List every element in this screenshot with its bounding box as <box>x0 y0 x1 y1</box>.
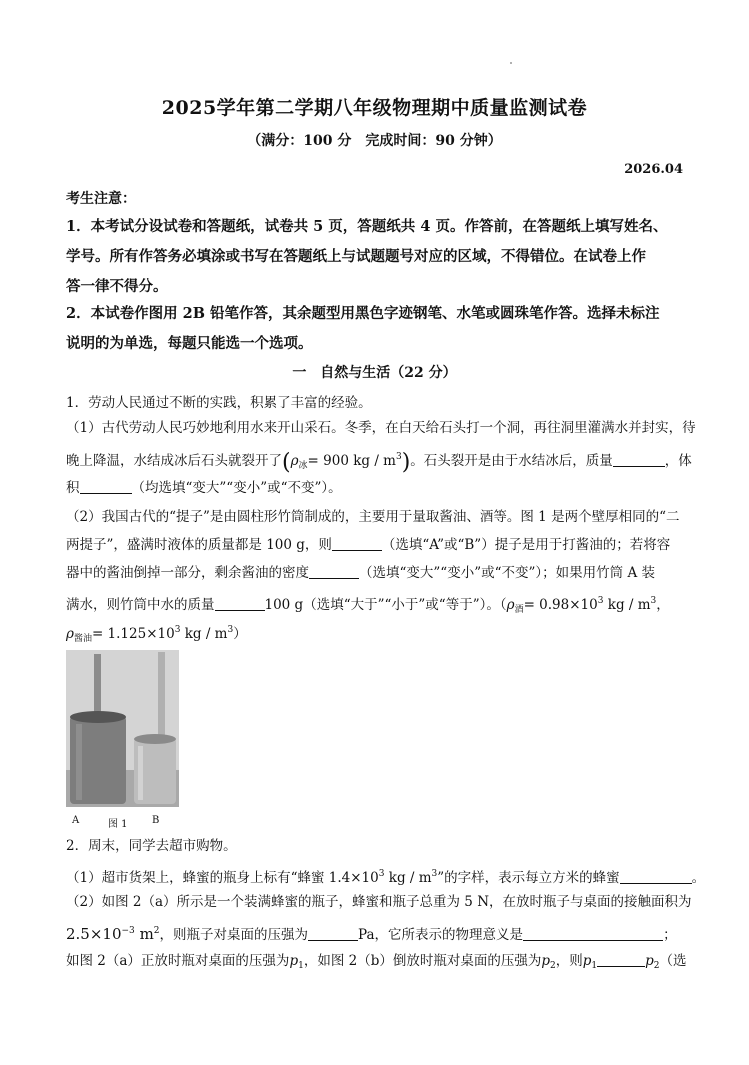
text: ，则 <box>555 953 583 969</box>
speck <box>510 62 512 64</box>
exponent: −3 <box>121 926 135 936</box>
figure-1-photo <box>66 650 179 807</box>
notice-line: 1．本考试分设试卷和答题纸，试卷共 5 页，答题纸共 4 页。作答前，在答题纸上填写姓名、 <box>66 218 668 235</box>
text: 积 <box>66 480 80 496</box>
rho-wine-value: = 0.98×10 <box>523 597 598 613</box>
exponent: 3 <box>597 596 604 606</box>
rho-symbol: ρ <box>506 597 515 613</box>
q1-part1-line2 <box>66 447 692 476</box>
text: 器中的酱油倒掉一部分，剩余酱油的密度 <box>66 565 309 581</box>
text: ，如图 2（b）倒放时瓶对桌面的压强为 <box>303 953 542 969</box>
q1-part1-line1: （1）古代劳动人民巧妙地利用水来开山采石。冬季，在白天给石头打一个洞，再往洞里灌满水并封实，待 <box>66 420 696 436</box>
rho-soy-subscript: 酱油 <box>73 634 92 644</box>
text: 如图 2（a）正放时瓶对桌面的压强为 <box>66 953 290 969</box>
exponent: 3 <box>378 869 385 879</box>
exponent: 2 <box>153 926 160 936</box>
q2-stem: 2．周末，同学去超市购物。 <box>66 838 237 854</box>
subscript: 2 <box>653 961 660 971</box>
subscript: 1 <box>298 961 304 971</box>
subscript: 2 <box>550 961 556 971</box>
text: （选填“A”或“B”）提子是用于打酱油的；若将容 <box>381 537 671 553</box>
text: ，体 <box>664 453 692 469</box>
exponent: 3 <box>174 625 181 635</box>
q1-part1-line3 <box>66 478 686 498</box>
answer-blank[interactable] <box>80 479 132 494</box>
fig-label-a: A <box>72 815 80 826</box>
notice-item-2 <box>66 299 686 359</box>
exam-info: （满分：100 分 完成时间：90 分钟） <box>247 133 502 149</box>
rho-soy-value: = 1.125×10 <box>91 626 175 642</box>
exponent: 3 <box>650 596 657 606</box>
rho-symbol: ρ <box>66 626 74 642</box>
answer-blank[interactable] <box>309 564 359 579</box>
text: 晚上降温，水结成冰后石头就裂开了 <box>66 453 282 469</box>
p-symbol: p <box>645 953 654 969</box>
q2-part2-line1: （2）如图 2（a）所示是一个装满蜂蜜的瓶子，蜂蜜和瓶子总重为 5 N，在放时瓶子与桌面的接触面积为 <box>66 894 692 910</box>
text: （1）超市货架上，蜂蜜的瓶身上标有“蜂蜜 1.4×10 <box>66 870 379 886</box>
text: （选 <box>659 953 687 969</box>
q1-part2-line5 <box>66 620 686 649</box>
rho-symbol: ρ <box>290 453 299 469</box>
exponent: 3 <box>395 452 402 462</box>
answer-blank[interactable] <box>597 952 645 967</box>
text: ”的字样，表示每立方米的蜂蜜 <box>437 870 620 886</box>
bamboo-scoops-image <box>66 650 179 807</box>
q1-stem: 1．劳动人民通过不断的实践，积累了丰富的经验。 <box>66 395 372 411</box>
unit: kg / m <box>384 870 432 886</box>
q1-part2-line3 <box>66 563 686 583</box>
text: ） <box>233 626 247 642</box>
rho-ice-subscript: 冰 <box>298 461 308 471</box>
text: ， <box>656 597 670 613</box>
answer-blank[interactable] <box>215 596 265 611</box>
paren-open: ( <box>282 450 291 475</box>
text: ，则瓶子对桌面的压强为 <box>159 927 309 943</box>
text: ； <box>663 927 677 943</box>
notice-line: 说明的为单选，每题只能选一个选项。 <box>66 335 313 352</box>
text: 两提子”，盛满时液体的质量都是 100 g，则 <box>66 537 332 553</box>
notice-line: 2．本试卷作图用 2B 铅笔作答，其余题型用黑色字迹钢笔、水笔或圆珠笔作答。选择未标注 <box>66 305 660 322</box>
answer-blank[interactable] <box>523 926 663 941</box>
area-value: 2.5×10 <box>66 925 122 943</box>
q1-part2-line1: （2）我国古代的“提子”是由圆柱形竹筒制成的，主要用于量取酱油、酒等。图 1 是两个壁厚相同的“二 <box>66 509 680 525</box>
p-symbol: p <box>541 953 551 969</box>
exponent: 3 <box>227 625 234 635</box>
text: （均选填“变大”“变小”或“不变”）。 <box>131 480 342 496</box>
unit: m <box>134 925 154 943</box>
answer-blank[interactable] <box>620 869 692 884</box>
fig-label: 图 1 <box>108 819 128 830</box>
q1-part2-line4 <box>66 591 686 620</box>
text: Pa，它所表示的物理意义是 <box>358 927 524 943</box>
section-heading: 一 自然与生活（22 分） <box>292 365 457 381</box>
paren-close: ) <box>401 450 411 475</box>
p-symbol: p <box>289 953 299 969</box>
q2-part2-line2 <box>66 921 686 945</box>
text: （选填“变大”“变小”或“不变”）；如果用竹筒 A 装 <box>359 565 655 581</box>
subscript: 1 <box>591 961 598 971</box>
page-title: 2025学年第二学期八年级物理期中质量监测试卷 <box>161 97 588 119</box>
text: 满水，则竹筒中水的质量 <box>66 597 215 613</box>
p-symbol: p <box>582 953 592 969</box>
fig-label-b: B <box>152 815 160 826</box>
text: 。 <box>691 870 706 886</box>
rho-wine-subscript: 酒 <box>514 605 524 615</box>
answer-blank[interactable] <box>308 926 358 941</box>
answer-blank[interactable] <box>332 536 382 551</box>
text: 100 g（选填“大于”“小于”或“等于”）。（ <box>264 597 507 613</box>
notice-heading: 考生注意： <box>66 191 136 207</box>
answer-blank[interactable] <box>613 452 665 467</box>
rho-ice-value: = 900 kg / m <box>307 453 396 469</box>
notice-line: 答一律不得分。 <box>66 278 168 295</box>
exponent: 3 <box>431 869 438 879</box>
q1-part2-line2 <box>66 535 686 555</box>
text: 。石头裂开是由于水结冰后，质量 <box>410 453 613 469</box>
notice-item-1 <box>66 212 686 302</box>
q2-part1 <box>66 864 706 888</box>
q2-part2-line3 <box>66 951 686 976</box>
notice-line: 学号。所有作答务必填涂或书写在答题纸上与试题题号对应的区域，不得错位。在试卷上作 <box>66 248 646 265</box>
unit: kg / m <box>180 626 228 642</box>
unit: kg / m <box>603 597 651 613</box>
exam-date: 2026.04 <box>624 162 683 177</box>
